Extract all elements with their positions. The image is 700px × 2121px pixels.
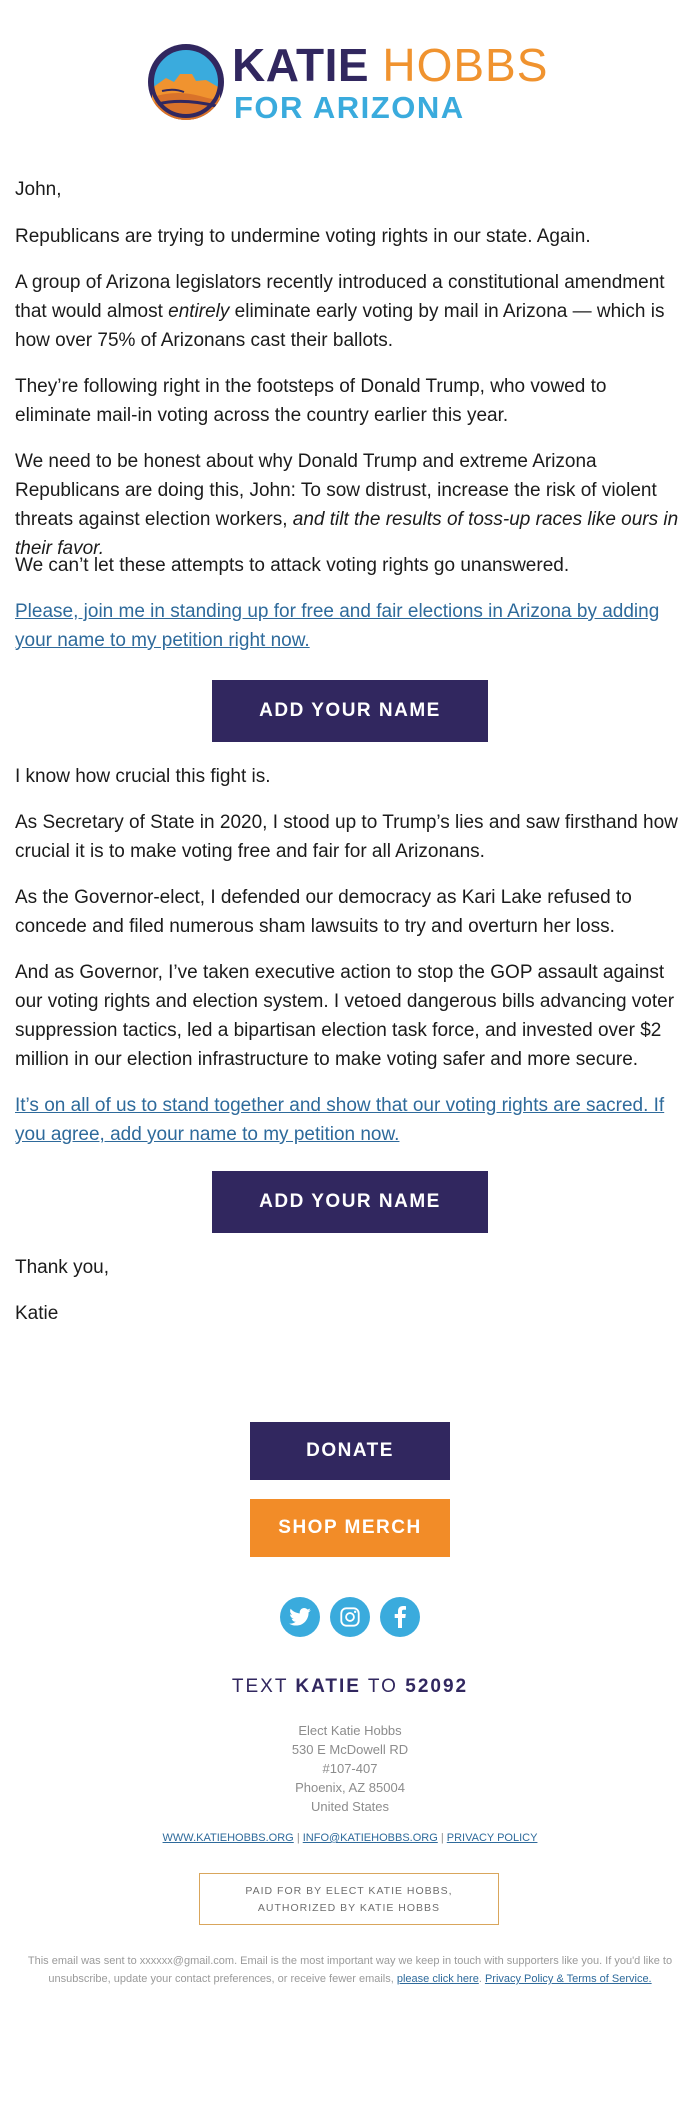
paid-line-2: AUTHORIZED BY KATIE HOBBS: [257, 1902, 441, 1914]
logo-first-name: KATIE: [232, 39, 370, 91]
address-line: Elect Katie Hobbs: [298, 1723, 402, 1738]
paragraph-8: As the Governor-elect, I defended our democracy as Kari Lake refused to concede and filed numerous sham lawsuits to try and overturn her loss.: [15, 887, 632, 937]
social-links: [280, 1597, 420, 1637]
shop-merch-button[interactable]: SHOP MERCH: [250, 1499, 450, 1557]
link-separator: |: [440, 1832, 444, 1844]
logo-wordmark: [232, 39, 549, 91]
logo-subtitle: FOR ARIZONA: [234, 90, 465, 125]
petition-link-paragraph-1: [15, 597, 685, 655]
address-line: Phoenix, AZ 85004: [295, 1780, 405, 1795]
address-line: United States: [310, 1799, 390, 1814]
instagram-icon[interactable]: [330, 1597, 370, 1637]
address-line: 530 E McDowell RD: [291, 1742, 409, 1757]
address-line: #107-407: [322, 1761, 378, 1776]
arizona-landscape-icon: [148, 44, 224, 120]
email-link[interactable]: INFO@KATIEHOBBS.ORG: [302, 1832, 438, 1844]
text-to: TO: [360, 1676, 406, 1697]
paragraph-4-emphasis: and tilt the results of toss-up races like ours in their favor.: [15, 509, 679, 559]
fine-print: [25, 1952, 675, 1988]
terms-link[interactable]: Privacy Policy & Terms of Service.: [484, 1973, 652, 1985]
unsubscribe-link[interactable]: please click here: [396, 1973, 479, 1985]
paragraph-2-text-a: A group of Arizona legislators recently introduced a constitutional amendment that would almost: [15, 272, 665, 322]
paragraph-3: They’re following right in the footsteps of Donald Trump, who vowed to eliminate mail-in voting across the country earlier this year.: [15, 376, 607, 426]
paragraph-4-text: We need to be honest about why Donald Trump and extreme Arizona Republicans are doing this, John: To sow distrust, increase the risk of violent threats against election workers,: [15, 451, 657, 530]
paragraph-5: We can’t let these attempts to attack voting rights go unanswered.: [15, 555, 570, 576]
paid-for-disclaimer: [199, 1873, 499, 1925]
website-link[interactable]: WWW.KATIEHOBBS.ORG: [162, 1832, 294, 1844]
signature: Katie: [15, 1303, 59, 1324]
footer-links: [0, 1832, 700, 1844]
signoff: Thank you,: [15, 1257, 109, 1278]
petition-link-2[interactable]: It’s on all of us to stand together and show that our voting rights are sacred. If you agree, add your name to my petition now.: [15, 1095, 665, 1145]
logo-last-name: HOBBS: [382, 39, 549, 91]
facebook-icon[interactable]: [380, 1597, 420, 1637]
paragraph-6: I know how crucial this fight is.: [15, 766, 271, 787]
campaign-logo: [148, 39, 560, 125]
twitter-icon[interactable]: [280, 1597, 320, 1637]
paragraph-9: And as Governor, I’ve taken executive action to stop the GOP assault against our voting rights and election system. I vetoed dangerous bills advancing voter suppression tactics, led a bipartisan election task force, and invested over $2 million in our election infrastructure to make voting safer and more secure.: [15, 962, 675, 1070]
fine-print-separator: .: [478, 1973, 485, 1985]
text-keyword: KATIE: [295, 1676, 361, 1697]
paragraph-1: Republicans are trying to undermine voting rights in our state. Again.: [15, 226, 591, 247]
paragraph-2: [15, 268, 685, 355]
greeting: John,: [15, 179, 62, 200]
donate-button[interactable]: DONATE: [250, 1422, 450, 1480]
add-your-name-button-1[interactable]: ADD YOUR NAME: [212, 680, 488, 742]
fine-print-text: This email was sent to xxxxxx@gmail.com. Email is the most important way we keep in touch with supporters like you. If you'd like to unsubscribe, update your contact preferences, or receive fewer emails,: [27, 1955, 673, 1985]
paragraph-4: [15, 447, 685, 563]
paragraph-2-emphasis: entirely: [168, 301, 230, 322]
privacy-policy-link[interactable]: PRIVACY POLICY: [446, 1832, 538, 1844]
text-to-join: [0, 1676, 700, 1698]
text-prefix: TEXT: [231, 1676, 296, 1697]
petition-link-paragraph-2: [15, 1091, 685, 1149]
add-your-name-button-2[interactable]: ADD YOUR NAME: [212, 1171, 488, 1233]
text-number: 52092: [405, 1676, 469, 1697]
petition-link-1[interactable]: Please, join me in standing up for free and fair elections in Arizona by adding your name to my petition right now.: [15, 601, 660, 651]
link-separator: |: [296, 1832, 300, 1844]
paragraph-2-text-b: eliminate early voting by mail in Arizona — which is how over 75% of Arizonans cast their ballots.: [15, 301, 665, 351]
paid-line-1: PAID FOR BY ELECT KATIE HOBBS,: [245, 1885, 453, 1897]
mailing-address: [0, 1721, 700, 1816]
paragraph-7: As Secretary of State in 2020, I stood up to Trump’s lies and saw firsthand how crucial it is to make voting free and fair for all Arizonans.: [15, 812, 678, 862]
